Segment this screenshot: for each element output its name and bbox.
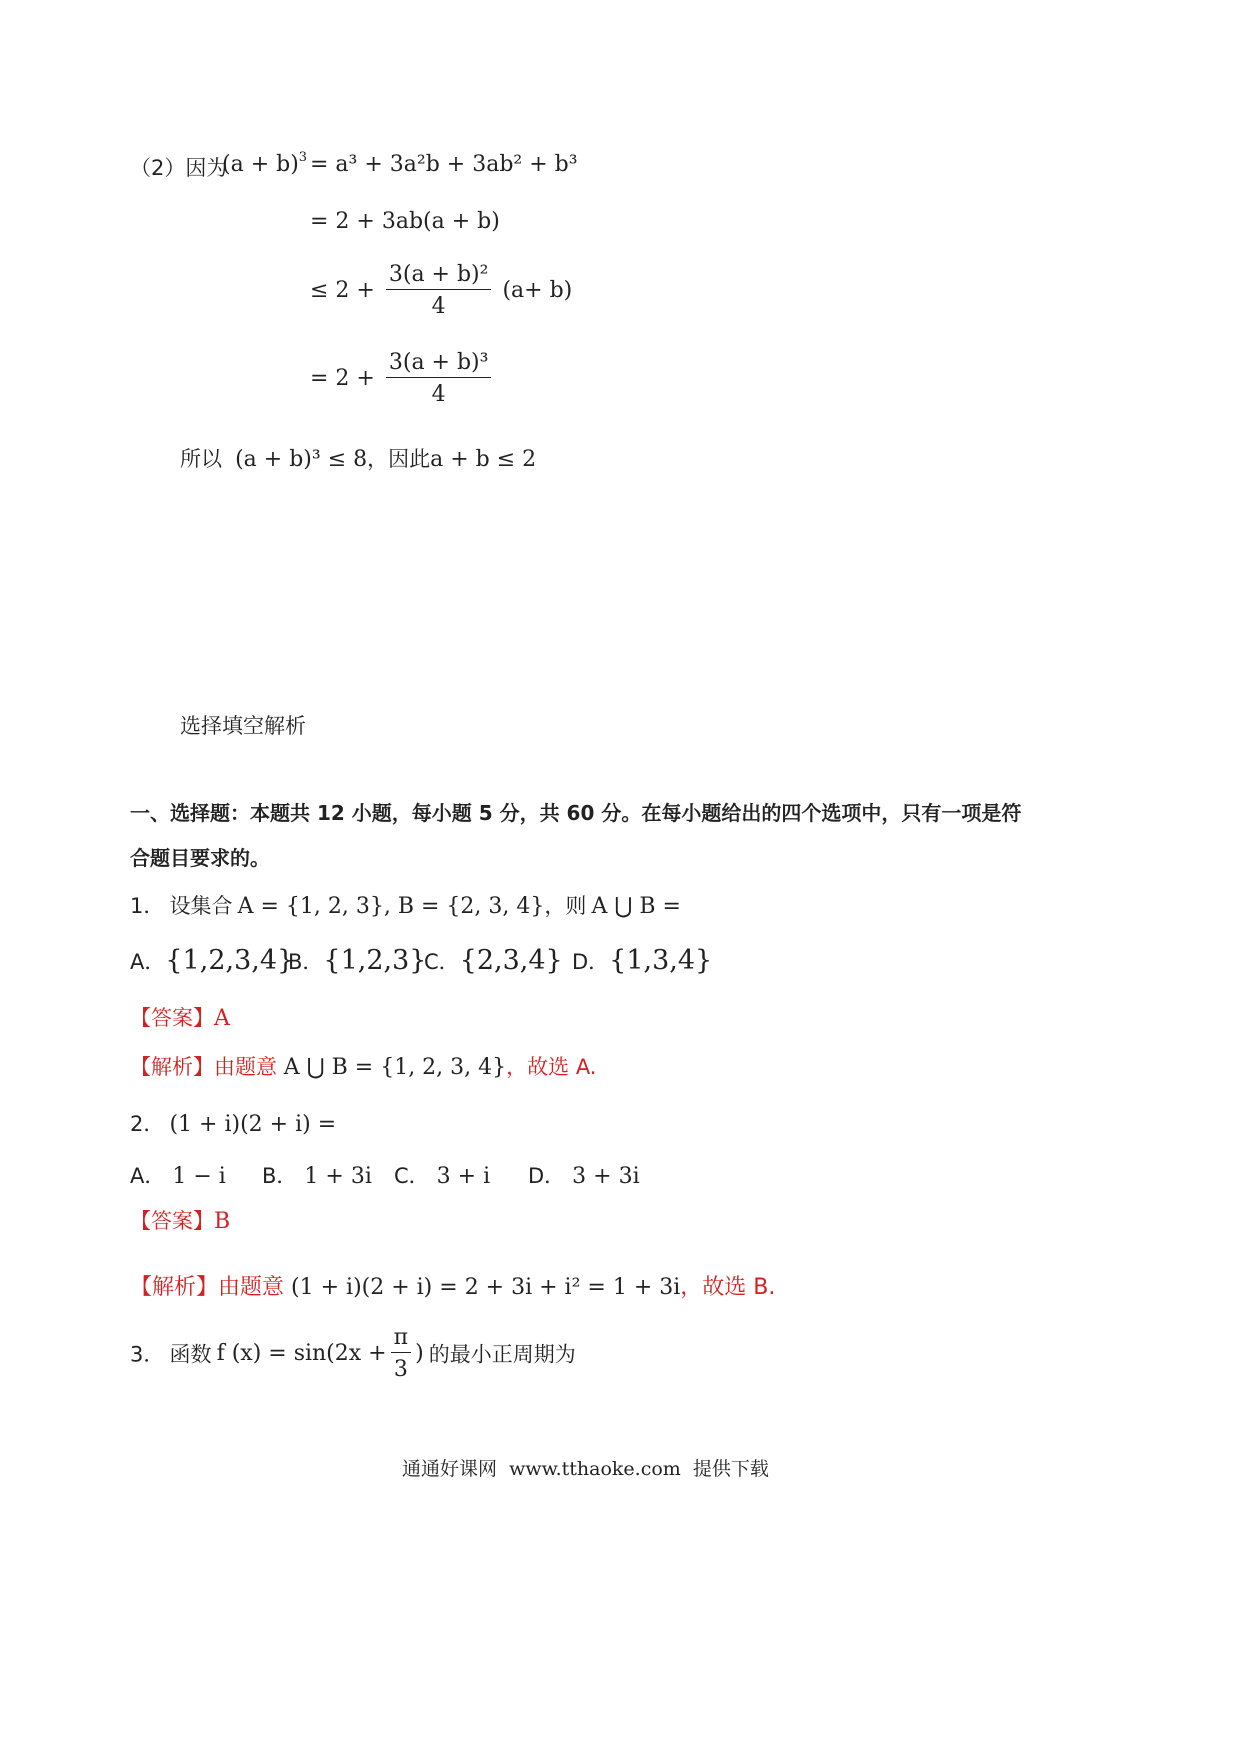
option-value: 1 − i [172,1164,226,1189]
question-stem-math: (1 + i)(2 + i) = [169,1112,337,1137]
proof-lhs-base: (a + b) [222,152,299,177]
proof-line-1-rhs: = a³ + 3a²b + 3ab² + b³ [310,152,578,177]
question-stem-text: 函数 [169,1342,212,1367]
option-value: 1 + 3i [304,1164,372,1189]
option-label: B． [288,950,324,974]
option-value: {1,3,4} [609,945,713,976]
option-a [130,945,294,976]
option-label: A． [130,1164,166,1188]
proof-line-3 [310,262,572,319]
proof-line-3-fraction [386,262,492,319]
question-number: 2． [130,1112,165,1136]
analysis-tag: 【解析】 [130,1055,214,1079]
fraction-numerator: 3(a + b)³ [386,350,492,378]
option-a [130,1160,226,1190]
option-value: {1,2,3} [323,945,427,976]
proof-lhs-exp: 3 [298,150,308,165]
answer-tag: 【答案】 [130,1209,214,1233]
conclusion-prefix: 所以 [180,447,222,471]
question-1-analysis [130,1051,597,1081]
proof-line-4 [310,350,495,407]
answer-value: A [214,1006,230,1031]
question-stem-math-2: A ⋃ B = [591,894,681,919]
question-number: 3． [130,1342,165,1367]
analysis-tag: 【解析】 [130,1275,219,1300]
fraction-denominator: 3 [393,1357,408,1382]
proof-line-1-lhs [222,152,307,177]
proof-label: （2）因为 [130,156,228,180]
option-value: {1,2,3,4} [165,945,295,976]
option-c [424,945,563,976]
part-heading-line-1: 一、选择题：本题共 12 小题，每小题 5 分，共 60 分。在每小题给出的四个选项中，只有一项是符 [130,801,1022,825]
conclusion-mid: ，因此 [367,447,431,471]
option-value: 3 + 3i [572,1164,640,1189]
proof-line-3-prefix: ≤ 2 + [310,278,375,303]
analysis-end: ，故选 A. [506,1055,597,1079]
analysis-text: 由题意 [218,1275,285,1300]
question-2-analysis [130,1270,775,1301]
question-stem-fraction [391,1325,411,1382]
part-heading-line-2: 合题目要求的。 [130,846,270,870]
proof-conclusion [180,443,536,473]
analysis-text: 由题意 [214,1055,277,1079]
question-number: 1． [130,894,165,918]
analysis-math: A ⋃ B = {1, 2, 3, 4} [283,1055,507,1080]
fraction-numerator: π [391,1325,411,1353]
question-2-stem [130,1108,336,1138]
section-title: 选择填空解析 [180,714,306,738]
question-stem-text-2: ，则 [544,894,587,918]
proof-line-2: = 2 + 3ab(a + b) [310,209,500,234]
option-label: B． [262,1164,298,1188]
page-footer [402,1454,769,1481]
footer-suffix: 提供下载 [692,1458,769,1480]
question-stem-math: A = {1, 2, 3}, B = {2, 3, 4} [237,894,545,919]
question-1-answer [130,1002,230,1032]
answer-value: B [214,1209,231,1234]
option-b [288,945,426,976]
option-c [394,1160,490,1190]
question-stem-text: 设集合 [169,894,233,918]
option-label: A． [130,950,166,974]
footer-url[interactable]: www.tthaoke.com [509,1458,681,1480]
question-1-stem [130,890,681,920]
option-b [262,1160,372,1190]
question-stem-text-2: 的最小正周期为 [428,1342,576,1367]
fraction-denominator: 4 [431,294,446,319]
question-3-stem [130,1325,576,1382]
option-d [528,1160,640,1190]
option-value: {2,3,4} [459,945,563,976]
fraction-denominator: 4 [431,382,446,407]
analysis-math: (1 + i)(2 + i) = 2 + 3i + i² = 1 + 3i [291,1275,681,1300]
option-value: 3 + i [436,1164,491,1189]
option-d [572,945,712,976]
question-stem-math-pre: f (x) = sin(2x + [216,1341,387,1366]
option-label: C． [424,950,460,974]
analysis-end: ，故选 B. [680,1275,776,1300]
proof-line-3-suffix: (a+ b) [502,278,573,303]
proof-line-4-prefix: = 2 + [310,366,375,391]
option-label: D． [572,950,610,974]
option-label: D． [528,1164,566,1188]
answer-tag: 【答案】 [130,1006,214,1030]
option-label: C． [394,1164,430,1188]
question-stem-math-post: ) [415,1341,424,1366]
footer-site-name: 通通好课网 [402,1458,498,1480]
conclusion-math-1: (a + b)³ ≤ 8 [235,447,368,472]
fraction-numerator: 3(a + b)² [386,262,492,290]
proof-line-4-fraction [386,350,492,407]
conclusion-math-2: a + b ≤ 2 [430,447,537,472]
question-2-answer [130,1205,230,1235]
